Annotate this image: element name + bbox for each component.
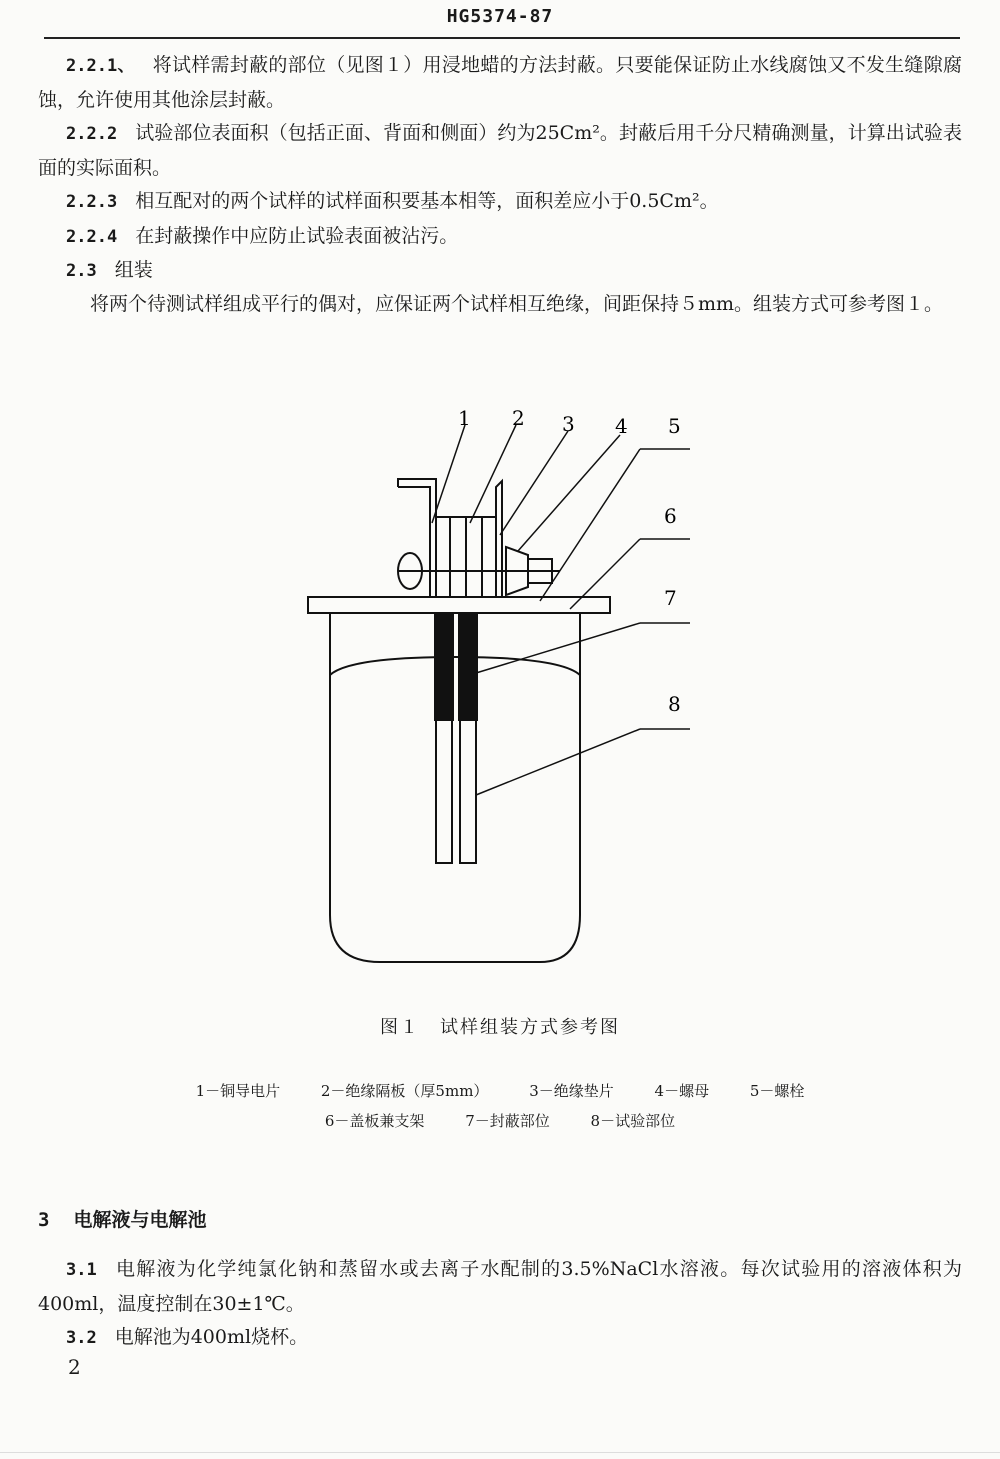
figure-caption: 图１ 试样组装方式参考图: [380, 1017, 620, 1038]
clause-text: 将试样需封蔽的部位（见图１）用浸地蜡的方法封蔽。只要能保证防止水线腐蚀又不发生缝隙腐蚀，允许使用其他涂层封蔽。: [38, 54, 962, 111]
section-number: 3: [38, 1209, 50, 1231]
part-number-6: 6: [664, 504, 677, 528]
bottom-rule: [0, 1452, 1000, 1453]
legend-item: 5－螺栓: [749, 1082, 805, 1100]
clause-number: 2.3: [66, 261, 97, 281]
sealed-region-right: [458, 613, 478, 721]
paragraph-3-2: [38, 1320, 962, 1355]
section-3-heading: [38, 1205, 206, 1232]
part-number-1: 1: [458, 406, 471, 430]
figure-legend-row-2: [0, 1110, 1000, 1131]
paragraph-2-2-3: [38, 184, 962, 219]
cover-plate: [308, 597, 610, 613]
clause-number: 2.2.4: [66, 227, 118, 247]
section-title: 电解液与电解池: [73, 1209, 207, 1231]
part-number-3: 3: [562, 412, 575, 436]
legend-item: 3－绝缘垫片: [529, 1082, 614, 1100]
beaker-outline: [330, 613, 580, 962]
legend-item: 4－螺母: [654, 1082, 710, 1100]
copper-tab-left: [398, 487, 430, 597]
legend-item: 1－铜导电片: [195, 1082, 281, 1100]
clause-text: 将两个待测试样组成平行的偶对，应保证两个试样相互绝缘，间距保持５mm。组装方式可参考图１。: [90, 293, 944, 315]
paragraph-2-2-2: [38, 116, 962, 185]
clause-number: 2.2.3: [66, 192, 118, 212]
legend-item: 6－盖板兼支架: [324, 1112, 425, 1130]
legend-item: 7－封蔽部位: [465, 1112, 550, 1130]
assembly-drawing: [290, 395, 710, 975]
part-number-8: 8: [668, 692, 681, 716]
heading-2-3: [38, 253, 962, 288]
clause-number: 3.2: [66, 1328, 97, 1348]
clause-text: 电解池为400ml烧杯。: [114, 1326, 309, 1348]
part-number-4: 4: [615, 414, 628, 438]
part-number-5: 5: [668, 414, 681, 438]
clause-text: 组装: [114, 259, 153, 281]
water-line: [330, 657, 580, 675]
sealed-region-left: [434, 613, 454, 721]
clause-number: 2.2.2: [66, 124, 118, 144]
legend-item: 8－试验部位: [590, 1112, 676, 1130]
legend-item: 2－绝缘隔板（厚5mm）: [320, 1082, 489, 1100]
paragraph-3-1: [38, 1252, 962, 1321]
paragraph-assembly: [38, 287, 962, 321]
clause-text: 在封蔽操作中应防止试验表面被沾污。: [135, 225, 459, 247]
clause-text: 试验部位表面积（包括正面、背面和侧面）约为25Cm²。封蔽后用千分尺精确测量，计算出试验表面的实际面积。: [38, 122, 962, 179]
paragraph-2-2-4: [38, 219, 962, 254]
part-number-7: 7: [664, 586, 677, 610]
paragraph-2-2-1: [38, 48, 962, 117]
page-number: 2: [68, 1355, 81, 1379]
part-number-2: 2: [512, 406, 525, 430]
clause-number: 3.1: [66, 1260, 97, 1280]
header-rule: [44, 37, 960, 39]
clause-text: 电解液为化学纯氯化钠和蒸留水或去离子水配制的3.5%NaCl水溶液。每次试验用的溶液体积为400ml，温度控制在30±1℃。: [38, 1258, 962, 1315]
figure-legend-row-1: [0, 1080, 1000, 1101]
clause-text: 相互配对的两个试样的试样面积要基本相等，面积差应小于0.5Cm²。: [135, 190, 719, 212]
standard-code-header: HG5374-87: [446, 6, 554, 27]
clause-number: 2.2.1、: [66, 56, 135, 76]
figure-1-diagram: [290, 395, 710, 975]
